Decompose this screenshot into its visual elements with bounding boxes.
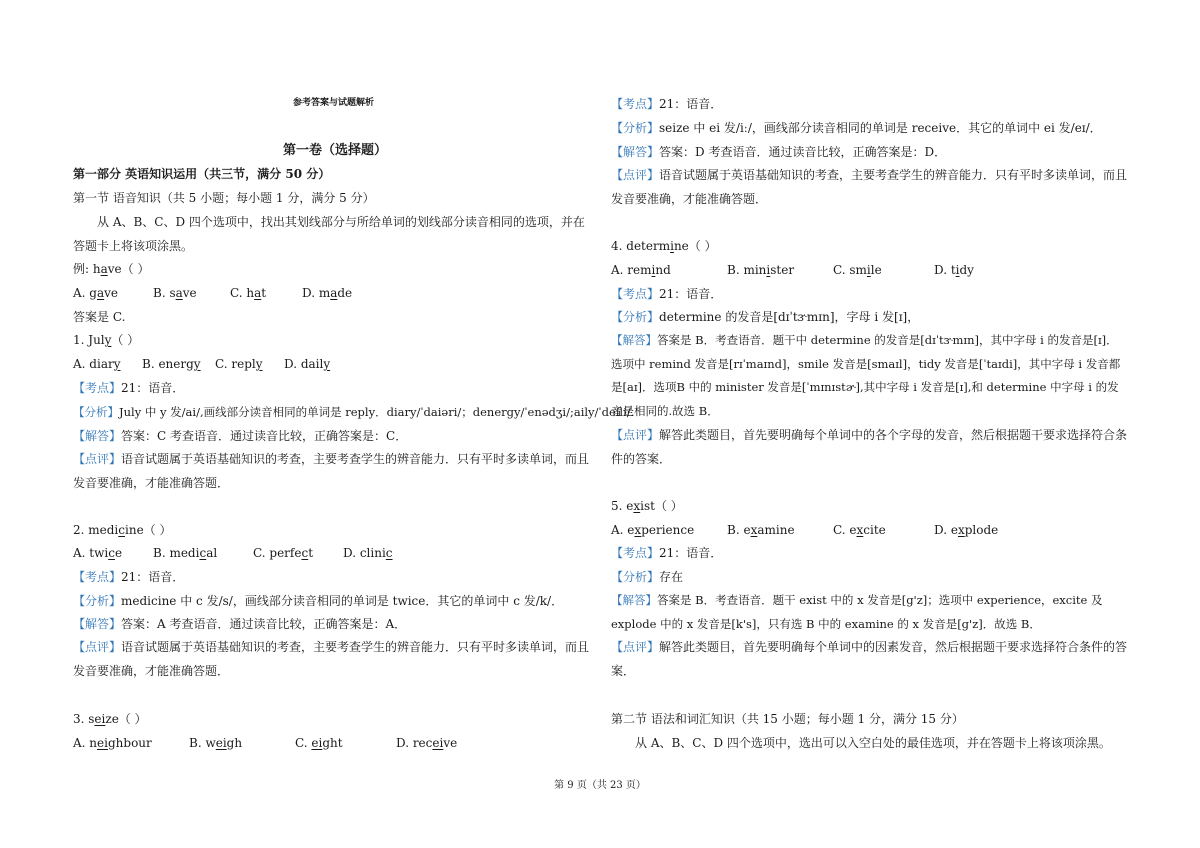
q5-option-a: A. experience <box>611 523 695 537</box>
q3-option-c: C. eight <box>295 736 343 750</box>
q4-option-b: B. minister <box>727 263 795 277</box>
q2-stem: 2. medicine（ ） <box>73 523 172 537</box>
q1-comment: 【点评】语音试题属于英语基础知识的考查，主要考查学生的辨音能力．只有平时多读单词，而且发音要准确，才能准确答题． <box>73 452 590 490</box>
q2-point: 【考点】21：语音． <box>73 570 185 584</box>
page-footer: 第 9 页（共 23 页） <box>554 780 646 791</box>
q4-stem: 4. determine（ ） <box>611 239 717 253</box>
q2-comment: 【点评】语音试题属于英语基础知识的考查，主要考查学生的辨音能力．只有平时多读单词，而且发音要准确，才能准确答题． <box>73 640 590 678</box>
q4-answer: 【解答】答案是 B．考查语音．题干中 determine 的发音是[dɪˈtɝmɪn]，其中字母 i 的发音是[ɪ]．选项中 remind 发音是[rɪˈmaɪnd]，smile 发音是[smaɪl]，tidy 发音是[ˈtaɪdi]，其中字母 i 发音都是[aɪ]．选项B 中的 minister 发音是[ˈmɪnɪstɚ],其中字母 i 发音是[ɪ],和 determine 中字母 i 的发音是相同的.故选 B． <box>611 333 1121 418</box>
q5-option-c: C. excite <box>833 523 886 537</box>
q1-option-b: B. energy <box>142 357 201 371</box>
example-option-c: C. hat <box>230 286 267 300</box>
q2-analysis: 【分析】medicine 中 c 发/s/，画线部分读音相同的单词是 twice．其它的单词中 c 发/k/． <box>73 594 564 608</box>
q2-option-a: A. twice <box>73 546 123 560</box>
q5-comment: 【点评】解答此类题目，首先要明确每个单词中的因素发音，然后根据题干要求选择符合条件的答案． <box>611 640 1128 678</box>
q5-point: 【考点】21：语音． <box>611 546 723 560</box>
section2-instruction: 从 A、B、C、D 四个选项中，选出可以入空白处的最佳选项，并在答题卡上将该项涂黑。 <box>635 736 1111 750</box>
q1-answer: 【解答】答案：C 考查语音．通过读音比较，正确答案是：C． <box>73 429 408 443</box>
section1-instruction-cont: 答题卡上将该项涂黑。 <box>73 239 194 253</box>
volume-title: 第一卷（选择题） <box>283 143 388 158</box>
q3-point: 【考点】21：语音． <box>611 97 723 111</box>
section1-instruction: 从 A、B、C、D 四个选项中，找出其划线部分与所给单词的划线部分读音相同的选项，并在 <box>97 215 585 229</box>
q1-analysis: 【分析】July 中 y 发/ai/,画线部分读音相同的单词是 reply．diary/ˈdaiəri/；denergy/ˈenədʒi/;aily/ˈdeili/. <box>73 405 635 419</box>
q1-point: 【考点】21：语音． <box>73 381 185 395</box>
q2-answer: 【解答】答案：A 考查语音．通过读音比较，正确答案是：A． <box>73 617 407 631</box>
q3-option-a: A. neighbour <box>73 736 152 750</box>
q1-option-d: D. daily <box>284 357 331 371</box>
part-title: 第一部分 英语知识运用（共三节，满分 50 分） <box>73 167 331 181</box>
q4-point: 【考点】21：语音． <box>611 287 723 301</box>
example-option-d: D. made <box>302 286 353 300</box>
q3-option-b: B. weigh <box>189 736 243 750</box>
q5-analysis: 【分析】存在 <box>611 570 684 584</box>
q5-option-b: B. examine <box>727 523 795 537</box>
q1-option-c: C. reply <box>215 357 263 371</box>
section2-title: 第二节 语法和词汇知识（共 15 小题；每小题 1 分，满分 15 分） <box>611 712 964 726</box>
example-option-b: B. save <box>153 286 197 300</box>
q3-stem: 3. seize（ ） <box>73 712 147 726</box>
q3-answer: 【解答】答案：D 考查语音．通过读音比较，正确答案是：D． <box>611 145 947 159</box>
q3-comment: 【点评】语音试题属于英语基础知识的考查，主要考查学生的辨音能力．只有平时多读单词，而且发音要准确，才能准确答题． <box>611 168 1128 206</box>
q1-option-a: A. diary <box>73 357 121 371</box>
section1-title: 第一节 语音知识（共 5 小题；每小题 1 分，满分 5 分） <box>73 191 375 205</box>
q4-option-c: C. smile <box>833 263 882 277</box>
example-answer: 答案是 C. <box>73 310 126 324</box>
q4-option-d: D. tidy <box>934 263 974 277</box>
q2-option-c: C. perfect <box>253 546 314 560</box>
q5-answer: 【解答】答案是 B．考查语音．题干 exist 中的 x 发音是[g'z]；选项中 experience，excite 及 explode 中的 x 发音是[k's]，只有选 B 中的 examine 的 x 发音是[g'z]．故选 B． <box>611 593 1103 631</box>
example-prompt: 例: have（ ） <box>73 262 150 276</box>
q5-stem: 5. exist（ ） <box>611 499 683 513</box>
q3-analysis: 【分析】seize 中 ei 发/iː/，画线部分读音相同的单词是 receive．其它的单词中 ei 发/eɪ/． <box>611 121 1102 135</box>
q4-option-a: A. remind <box>611 263 671 277</box>
q2-option-d: D. clinic <box>343 546 393 560</box>
doc-title: 参考答案与试题解析 <box>293 98 375 108</box>
q5-option-d: D. explode <box>934 523 999 537</box>
q2-option-b: B. medical <box>153 546 218 560</box>
q1-stem: 1. July（ ） <box>73 333 140 347</box>
q4-comment: 【点评】解答此类题目，首先要明确每个单词中的各个字母的发音，然后根据题干要求选择符合条件的答案． <box>611 428 1128 466</box>
q4-analysis: 【分析】determine 的发音是[dɪˈtɝmɪn]，字母 i 发[ɪ]， <box>611 310 920 324</box>
example-option-a: A. gave <box>73 286 119 300</box>
q3-option-d: D. receive <box>396 736 458 750</box>
